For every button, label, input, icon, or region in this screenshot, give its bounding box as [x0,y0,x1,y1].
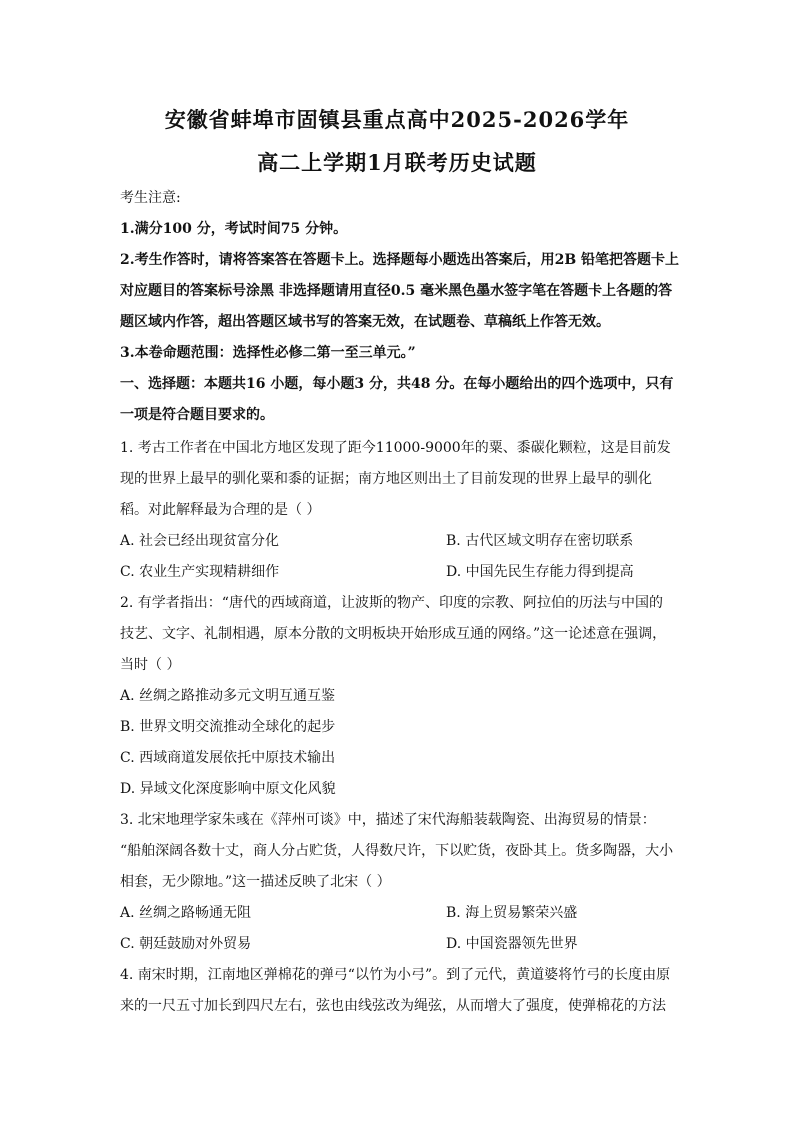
question-2-option-b: B. 世界文明交流推动全球化的起步 [120,719,336,735]
question-1-text: 稻。对此解释最为合理的是（ ） [120,502,321,518]
notice-item: 2.考生作答时，请将答案答在答题卡上。选择题每小题选出答案后，用2B 铅笔把答题卡上 [120,252,680,268]
question-1-option-a: A. 社会已经出现贫富分化 [120,533,280,549]
exam-title-line-2: 高二上学期1月联考历史试题 [257,150,537,175]
exam-title-line-1: 安徽省蚌埠市固镇县重点高中2025-2026学年 [164,107,630,132]
question-3-option-b: B. 海上贸易繁荣兴盛 [446,905,578,921]
question-2-option-c: C. 西域商道发展依托中原技术输出 [120,750,336,766]
question-1-text: 1. 考古工作者在中国北方地区发现了距今11000-9000年的粟、黍碳化颗粒，这是目前发 [120,440,671,456]
notice-item: 3.本卷命题范围：选择性必修二第一至三单元。” [120,345,416,361]
question-2-text: 2. 有学者指出：“唐代的西域商道，让波斯的物产、印度的宗教、阿拉伯的历法与中国的 [120,595,663,611]
notice-item: 题区域内作答，超出答题区域书写的答案无效，在试题卷、草稿纸上作答无效。 [120,314,610,330]
question-2-option-d: D. 异域文化深度影响中原文化风貌 [120,781,336,797]
question-4-text: 来的一尺五寸加长到四尺左右，弦也由线弦改为绳弦，从而增大了强度，使弹棉花的方法 [120,998,666,1014]
question-3-option-a: A. 丝绸之路畅通无阻 [120,905,252,921]
section-instruction: 一项是符合题目要求的。 [120,407,274,423]
question-1-option-d: D. 中国先民生存能力得到提高 [446,564,634,580]
question-1-option-c: C. 农业生产实现精耕细作 [120,564,280,580]
question-1-text: 现的世界上最早的驯化粟和黍的证据；南方地区则出土了目前发现的世界上最早的驯化 [120,471,652,487]
question-4-text: 4. 南宋时期，江南地区弹棉花的弹弓“以竹为小弓”。到了元代，黄道婆将竹弓的长度由原 [120,967,671,983]
question-1-option-b: B. 古代区域文明存在密切联系 [446,533,634,549]
question-2-text: 技艺、文字、礼制相遇，原本分散的文明板块开始形成互通的网络。”这一论述意在强调， [120,626,667,642]
question-3-option-d: D. 中国瓷器领先世界 [446,936,578,952]
question-3-option-c: C. 朝廷鼓励对外贸易 [120,936,252,952]
question-2-option-a: A. 丝绸之路推动多元文明互通互鉴 [120,688,336,704]
notice-item: 对应题目的答案标号涂黑 非选择题请用直径0.5 毫米黑色墨水签字笔在答题卡上各题的答 [120,283,673,299]
question-3-text: 相套，无少隙地。”这一描述反映了北宋（ ） [120,874,391,890]
question-3-text: “船舶深阔各数十丈，商人分占贮货，人得数尺许，下以贮货，夜卧其上。货多陶器，大小 [120,843,674,859]
notice-item: 1.满分100 分，考试时间75 分钟。 [120,221,348,237]
question-3-text: 3. 北宋地理学家朱彧在《萍州可谈》中，描述了宋代海船装载陶瓷、出海贸易的情景： [120,812,656,828]
notice-heading: 考生注意: [120,190,181,206]
section-instruction: 一、选择题：本题共16 小题，每小题3 分，共48 分。在每小题给出的四个选项中，只有 [120,376,674,392]
question-2-text: 当时（ ） [120,657,181,673]
